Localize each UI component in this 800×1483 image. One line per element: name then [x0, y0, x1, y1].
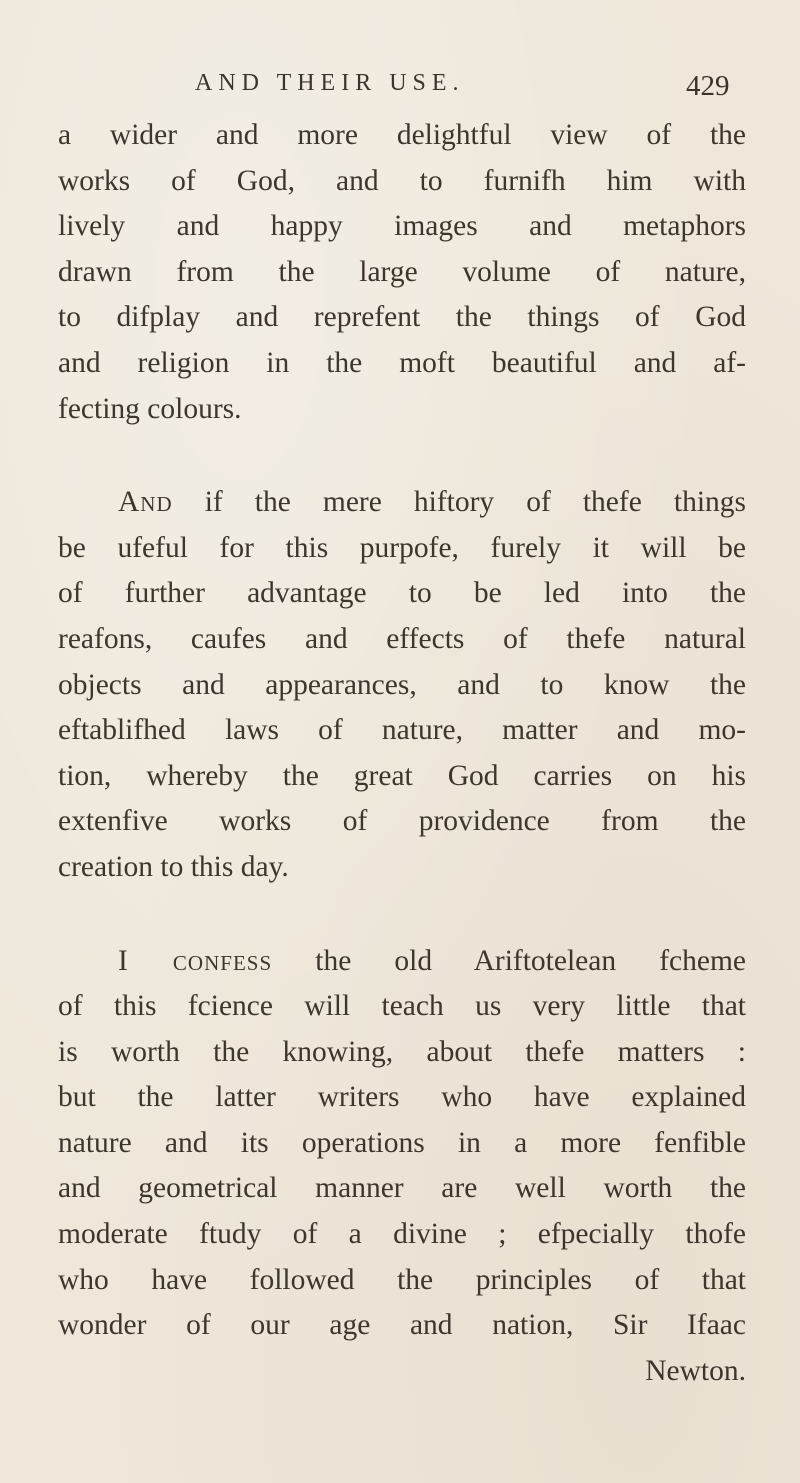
text-line: reafons, caufes and effects of thefe natural	[58, 622, 746, 655]
running-head: AND THEIR USE.	[195, 70, 465, 96]
page-number: 429	[686, 70, 730, 102]
text-line: of this fcience will teach us very little that	[58, 990, 746, 1023]
text-line: Newton.	[645, 1354, 746, 1387]
paragraph-1	[58, 113, 746, 432]
text-line: creation to this day.	[58, 850, 289, 883]
text-line: but the latter writers who have explained	[58, 1081, 746, 1114]
text-line: of further advantage to be led into the	[58, 577, 746, 610]
text-line: and geometrical manner are well worth the	[58, 1172, 746, 1205]
paragraph-lead: I confess	[118, 944, 273, 977]
text-line: extenfive works of providence from the	[58, 805, 746, 838]
text-line: wonder of our age and nation, Sir Ifaac	[58, 1309, 746, 1342]
text-line: tion, whereby the great God carries on his	[58, 759, 746, 792]
text-line	[58, 480, 746, 526]
text-line: and religion in the moft beautiful and af-	[58, 346, 746, 379]
text-line	[58, 939, 746, 985]
text-line: objects and appearances, and to know the	[58, 668, 746, 701]
paragraph-lead: And	[118, 486, 173, 519]
body-text	[58, 113, 746, 1394]
text-span: if the mere hiftory of thefe things	[204, 486, 746, 519]
paragraph-3	[58, 939, 746, 1395]
text-line: moderate ftudy of a divine ; efpecially thofe	[58, 1218, 746, 1251]
text-line: lively and happy images and metaphors	[58, 210, 746, 243]
text-line: to difplay and reprefent the things of God	[58, 301, 746, 334]
text-line: who have followed the principles of that	[58, 1263, 746, 1296]
text-line: works of God, and to furnifh him with	[58, 164, 746, 197]
text-line: fecting colours.	[58, 392, 242, 425]
paragraph-2	[58, 480, 746, 890]
text-line: drawn from the large volume of nature,	[58, 255, 746, 288]
text-line: is worth the knowing, about thefe matters :	[58, 1035, 746, 1068]
text-line: be ufeful for this purpofe, furely it will be	[58, 531, 746, 564]
text-span: the old Ariftotelean fcheme	[315, 944, 746, 977]
text-line: eftablifhed laws of nature, matter and mo-	[58, 714, 746, 747]
text-line: a wider and more delightful view of the	[58, 119, 746, 151]
text-line: nature and its operations in a more fenfible	[58, 1126, 746, 1159]
